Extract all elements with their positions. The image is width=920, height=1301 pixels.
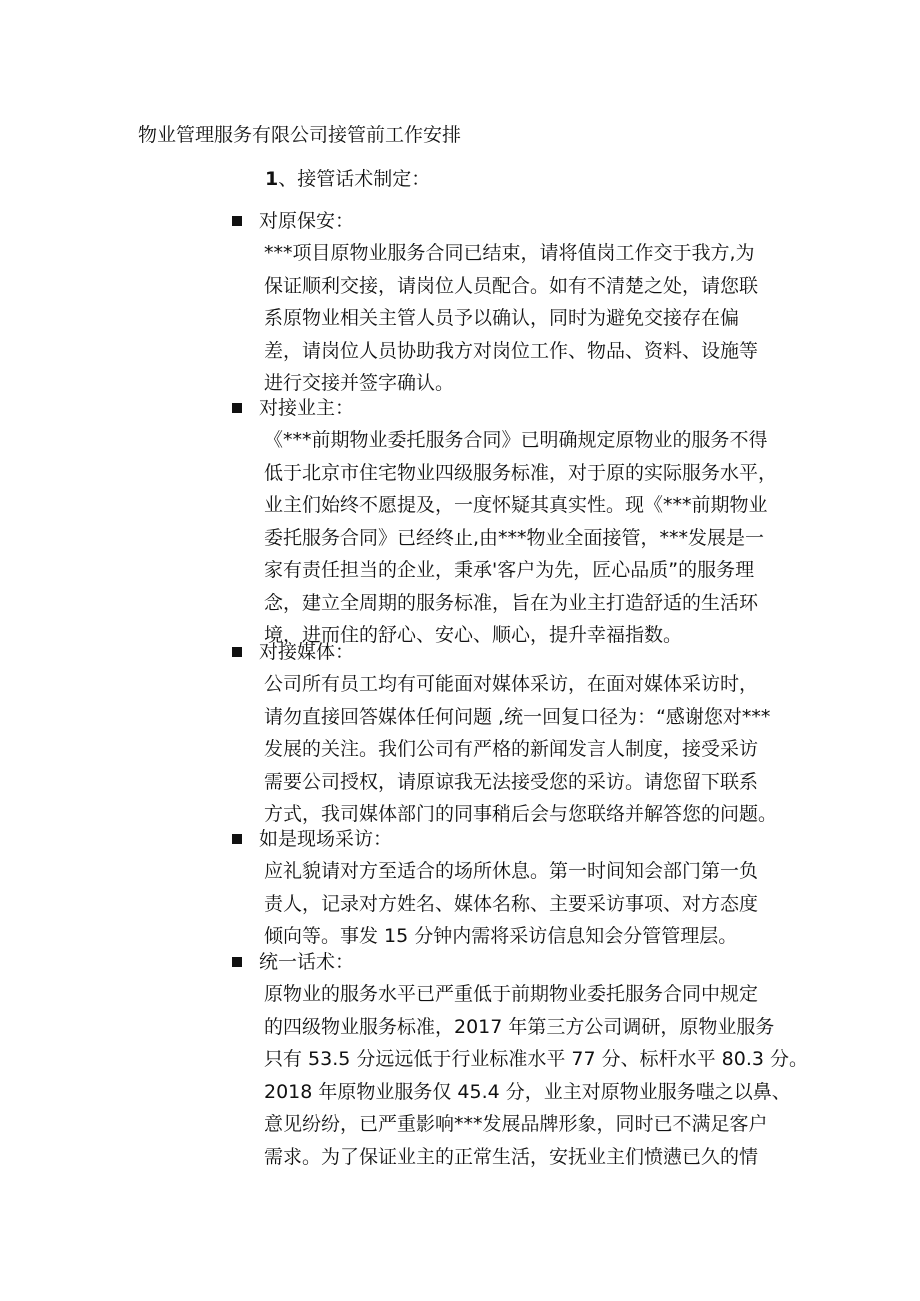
square-bullet-icon (232, 957, 242, 967)
document-title: 物业管理服务有限公司接管前工作安排 (138, 124, 462, 146)
body-line: 需求。为了保证业主的正常生活，安抚业主们愤懑已久的情 (264, 1145, 759, 1168)
section-owners (232, 392, 812, 652)
body-line: 低于北京市住宅物业四级服务标准，对于原的实际服务水平， (264, 461, 778, 484)
heading-text: 、接管话术制定： (278, 168, 431, 190)
square-bullet-icon (232, 647, 242, 657)
body-line: 《***前期物业委托服务合同》已明确规定原物业的服务不得 (264, 429, 768, 451)
section-onsite-interview (232, 823, 812, 953)
section-heading (265, 163, 430, 195)
body-line: 请勿直接回答媒体任何问题 ,统一回复口径为：“感谢您对*** (264, 705, 771, 728)
section-label: 如是现场采访： (259, 828, 393, 850)
body-line: 的四级物业服务标准，2017 年第三方公司调研，原物业服务 (264, 1015, 775, 1038)
section-label: 统一话术： (259, 951, 355, 973)
body-line: 原物业的服务水平已严重低于前期物业委托服务合同中规定 (264, 983, 759, 1005)
body-line: 保证顺利交接，请岗位人员配合。如有不清楚之处，请您联 (264, 274, 759, 297)
section-former-security (232, 205, 812, 400)
body-line: 责人，记录对方姓名、媒体名称、主要采访事项、对方态度 (264, 892, 759, 915)
body-line: 委托服务合同》已经终止,由***物业全面接管，***发展是一 (264, 526, 765, 549)
section-media (232, 636, 812, 831)
heading-number: 1 (265, 168, 279, 190)
body-line: 需要公司授权，请原谅我无法接受您的采访。请您留下联系 (264, 770, 759, 793)
square-bullet-icon (232, 403, 242, 413)
section-label: 对原保安： (259, 210, 355, 232)
body-line: 方式，我司媒体部门的同事稍后会与您联络并解答您的问题。 (264, 803, 778, 825)
body-line: 发展的关注。我们公司有严格的新闻发言人制度，接受采访 (264, 738, 759, 760)
square-bullet-icon (232, 216, 242, 226)
section-body (264, 237, 809, 400)
body-line: 只有 53.5 分远远低于行业标准水平 77 分、标杆水平 80.3 分。 (264, 1048, 809, 1070)
body-line: 2018 年原物业服务仅 45.4 分，业主对原物业服务嗤之以鼻、 (264, 1080, 791, 1103)
body-line: 公司所有员工均有可能面对媒体采访，在面对媒体采访时， (264, 673, 759, 695)
section-body (264, 668, 809, 831)
body-line: ***项目原物业服务合同已结束，请将值岗工作交于我方,为 (264, 242, 755, 264)
body-line: 家有责任担当的企业，秉承'客户为先，匠心品质”的服务理 (264, 559, 755, 581)
body-line: 业主们始终不愿提及，一度怀疑其真实性。现《***前期物业 (264, 494, 768, 516)
section-body (264, 855, 809, 953)
square-bullet-icon (232, 834, 242, 844)
body-line: 念，建立全周期的服务标准，旨在为业主打造舒适的生活环 (264, 591, 759, 614)
section-label: 对接媒体： (259, 641, 355, 663)
section-body (264, 424, 809, 652)
body-line: 系原物业相关主管人员予以确认，同时为避免交接存在偏 (264, 307, 740, 329)
section-unified-script (232, 946, 812, 1173)
body-line: 意见纷纷，已严重影响***发展品牌形象，同时已不满足客户 (264, 1113, 768, 1135)
body-line: 应礼貌请对方至适合的场所休息。第一时间知会部门第一负 (264, 860, 759, 882)
section-body (264, 978, 809, 1173)
section-label: 对接业主： (259, 397, 355, 419)
body-line: 进行交接并签字确认。 (264, 372, 455, 394)
body-line: 倾向等。事发 15 分钟内需将采访信息知会分管管理层。 (264, 925, 738, 947)
body-line: 境，进而住的舒心、安心、顺心，提升幸福指数。 (264, 624, 683, 646)
body-line: 差，请岗位人员协助我方对岗位工作、物品、资料、设施等 (264, 339, 759, 362)
